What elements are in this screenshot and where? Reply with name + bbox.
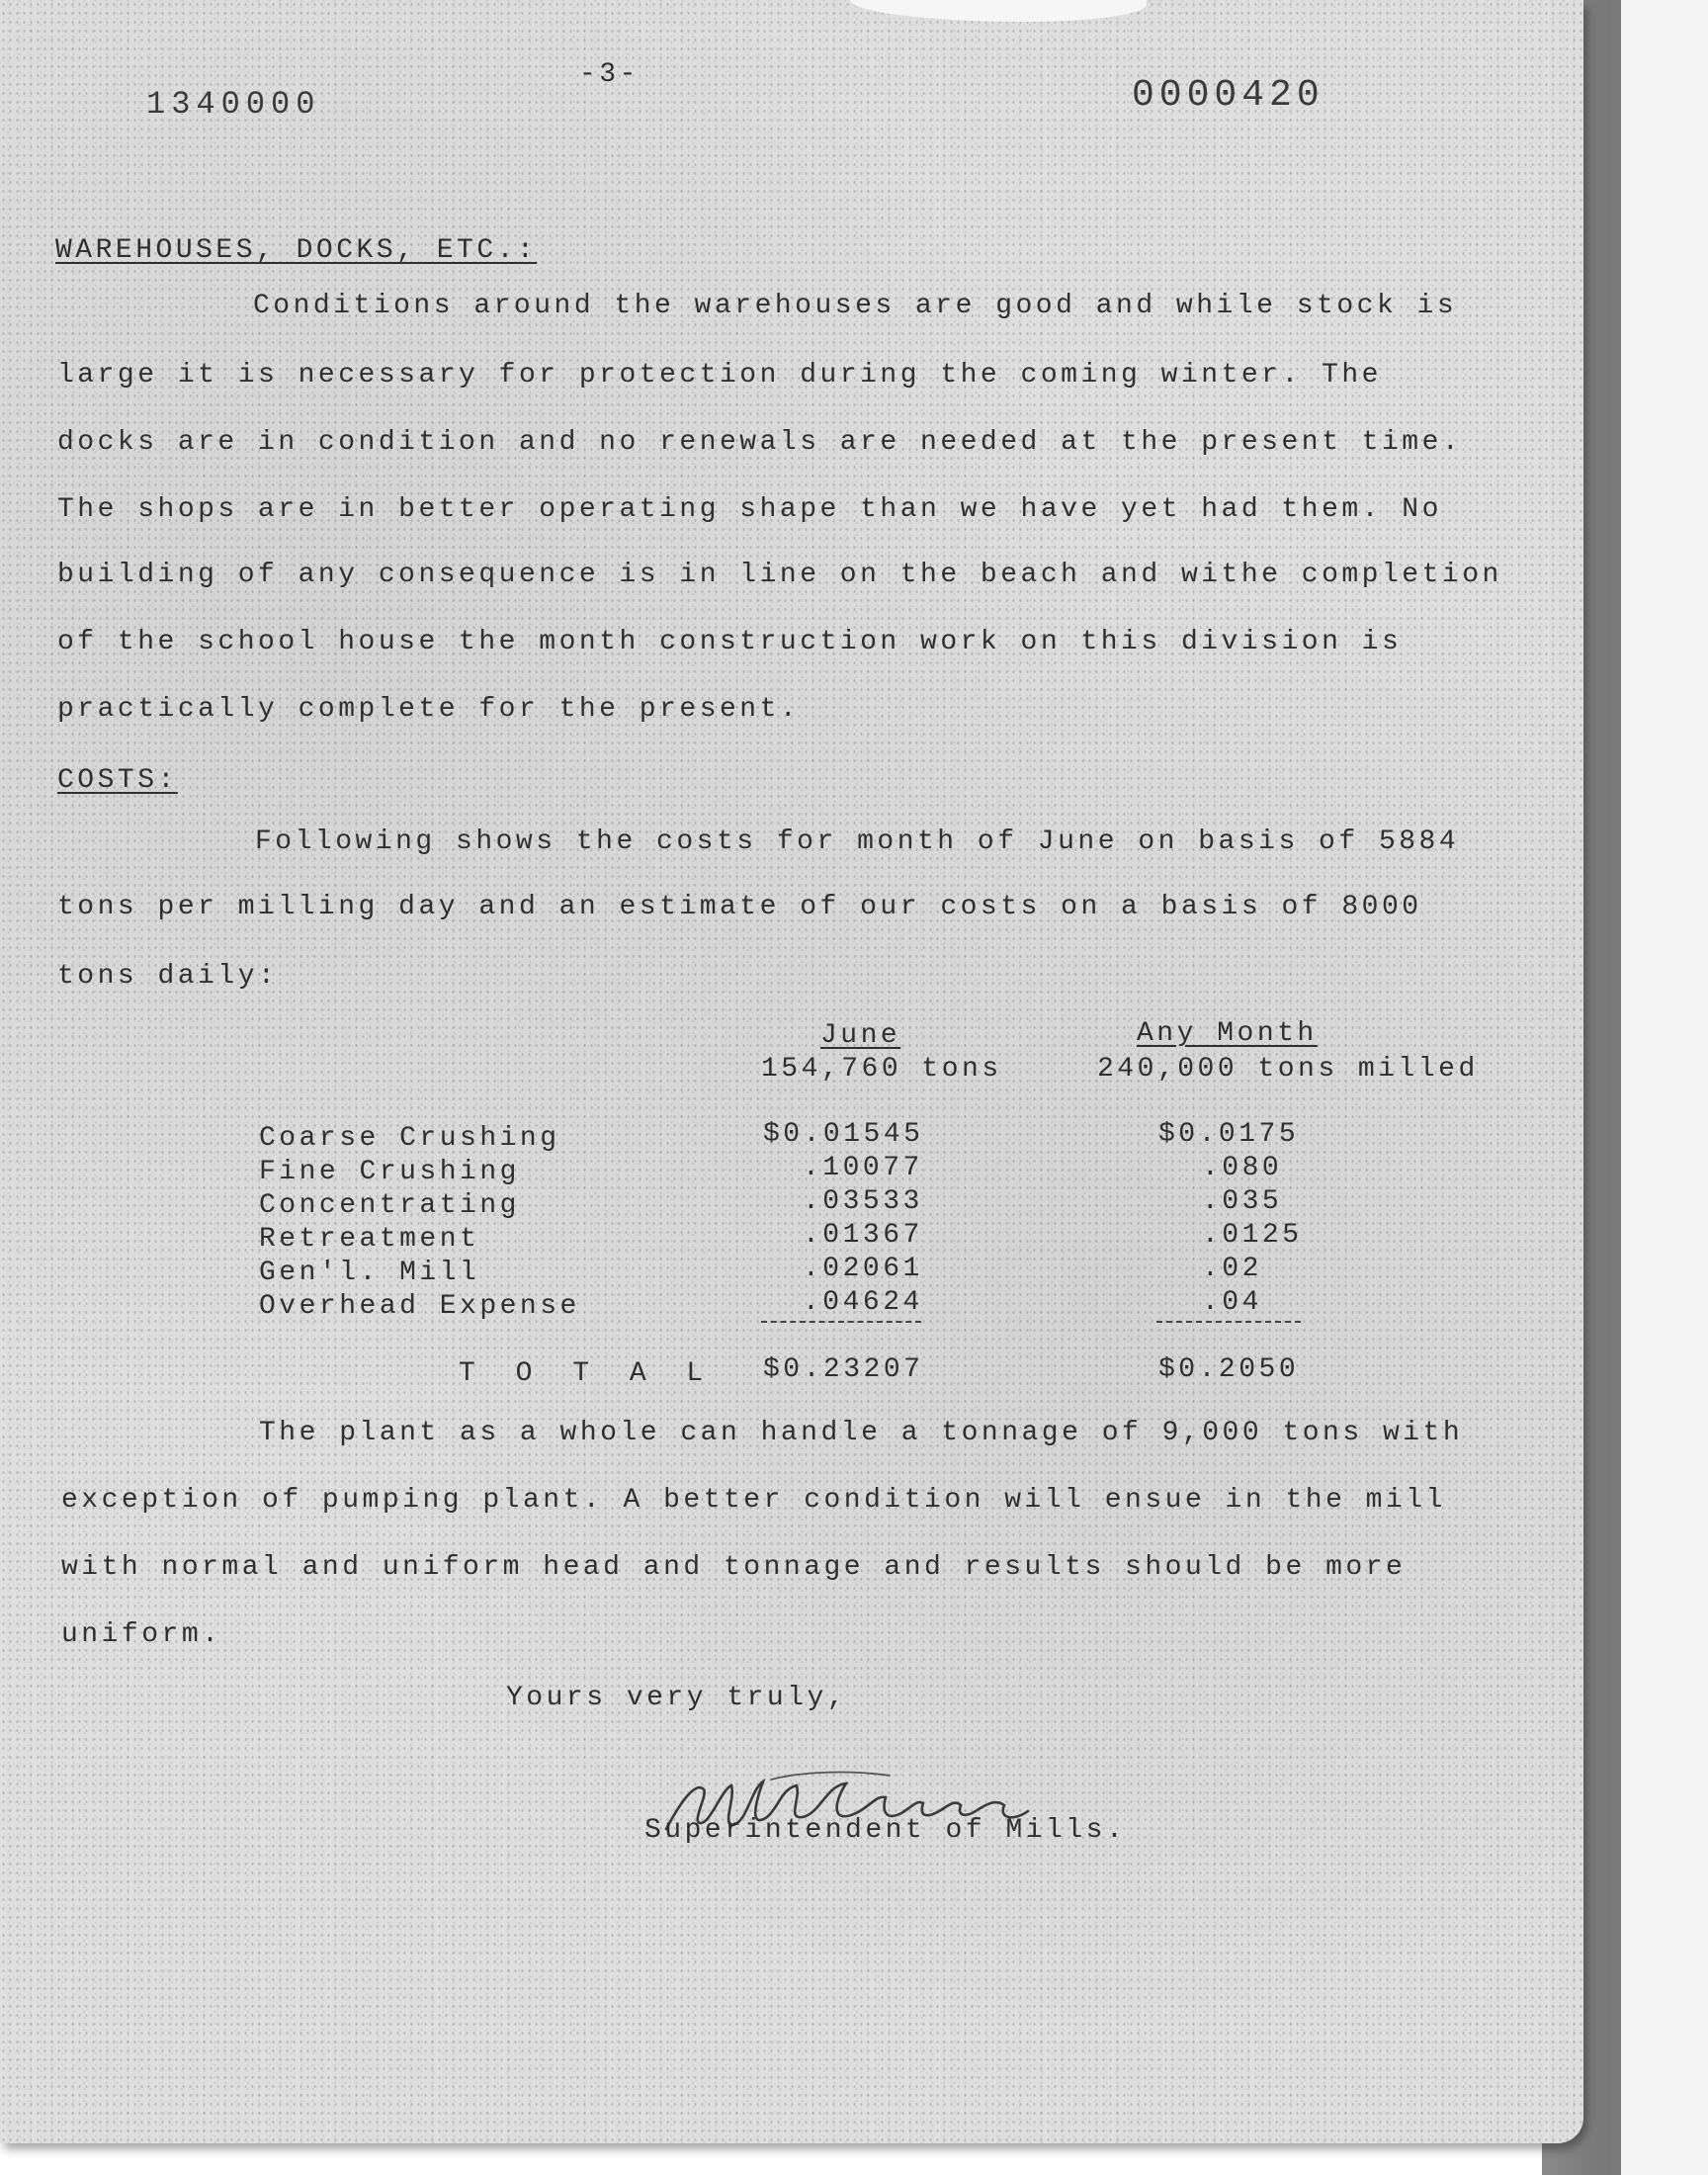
- row-any-genl-mill: .02: [1202, 1254, 1262, 1284]
- warehouses-heading: WAREHOUSES, DOCKS, ETC.:: [55, 235, 538, 266]
- col-june-subheader: 154,760 tons: [761, 1054, 1002, 1085]
- costs-line-3: tons daily:: [57, 961, 279, 992]
- faint-stamp-number: 1340000: [146, 86, 321, 123]
- page-number: -3-: [579, 59, 640, 90]
- costs-line-1: Following shows the costs for month of June on basis of 5884: [255, 826, 1460, 857]
- document-number: 0000420: [1132, 74, 1324, 117]
- scanner-edge: [1621, 0, 1708, 2175]
- warehouses-line-7: practically complete for the present.: [57, 694, 801, 725]
- total-label: T O T A L: [459, 1358, 716, 1389]
- total-june: $0.23207: [763, 1354, 924, 1385]
- warehouses-line-3: docks are in condition and no renewals are needed at the present time.: [57, 427, 1463, 458]
- complimentary-close: Yours very truly,: [506, 1683, 848, 1713]
- row-any-retreatment: .0125: [1202, 1220, 1303, 1251]
- warehouses-line-6: of the school house the month construction work on this division is: [57, 627, 1403, 657]
- row-june-fine-crushing: .10077: [803, 1153, 923, 1183]
- row-june-concentrating: .03533: [803, 1186, 923, 1217]
- row-label-fine-crushing: Fine Crushing: [259, 1157, 520, 1187]
- row-any-overhead-expense: .04: [1202, 1287, 1262, 1318]
- row-label-retreatment: Retreatment: [259, 1224, 480, 1255]
- warehouses-line-2: large it is necessary for protection during the coming winter. The: [57, 360, 1382, 391]
- row-label-concentrating: Concentrating: [259, 1190, 520, 1221]
- col-any-month-subheader: 240,000 tons milled: [1097, 1054, 1479, 1085]
- costs-line-2: tons per milling day and an estimate of our costs on a basis of 8000: [57, 892, 1422, 922]
- closing-line-3: with normal and uniform head and tonnage and results should be more: [61, 1552, 1407, 1583]
- row-any-fine-crushing: .080: [1202, 1153, 1283, 1183]
- warehouses-line-4: The shops are in better operating shape than we have yet had them. No: [57, 494, 1442, 525]
- any-month-sum-rule: [1156, 1321, 1301, 1323]
- row-june-overhead-expense: .04624: [803, 1287, 923, 1318]
- row-label-genl-mill: Gen'l. Mill: [259, 1258, 480, 1288]
- closing-line-1: The plant as a whole can handle a tonnage of 9,000 tons with: [259, 1418, 1464, 1448]
- closing-line-4: uniform.: [61, 1619, 222, 1650]
- torn-paper-edge: [850, 0, 1147, 22]
- costs-heading: COSTS:: [57, 765, 178, 796]
- signatory-title: Superintendent of Mills.: [644, 1815, 1127, 1846]
- row-june-retreatment: .01367: [803, 1220, 923, 1251]
- row-any-coarse-crushing: $0.0175: [1158, 1119, 1300, 1150]
- closing-line-2: exception of pumping plant. A better condition will ensue in the mill: [61, 1485, 1446, 1516]
- warehouses-line-5: building of any consequence is in line on the beach and withe completion: [57, 560, 1502, 590]
- col-june-header: June: [820, 1020, 901, 1051]
- warehouses-line-1: Conditions around the warehouses are good and while stock is: [253, 291, 1458, 321]
- row-any-concentrating: .035: [1202, 1186, 1283, 1217]
- total-any-month: $0.2050: [1158, 1354, 1300, 1385]
- row-june-genl-mill: .02061: [803, 1254, 923, 1284]
- june-sum-rule: [761, 1321, 921, 1323]
- row-label-coarse-crushing: Coarse Crushing: [259, 1123, 560, 1154]
- col-any-month-header: Any Month: [1137, 1018, 1318, 1049]
- row-june-coarse-crushing: $0.01545: [763, 1119, 924, 1150]
- row-label-overhead-expense: Overhead Expense: [259, 1291, 580, 1322]
